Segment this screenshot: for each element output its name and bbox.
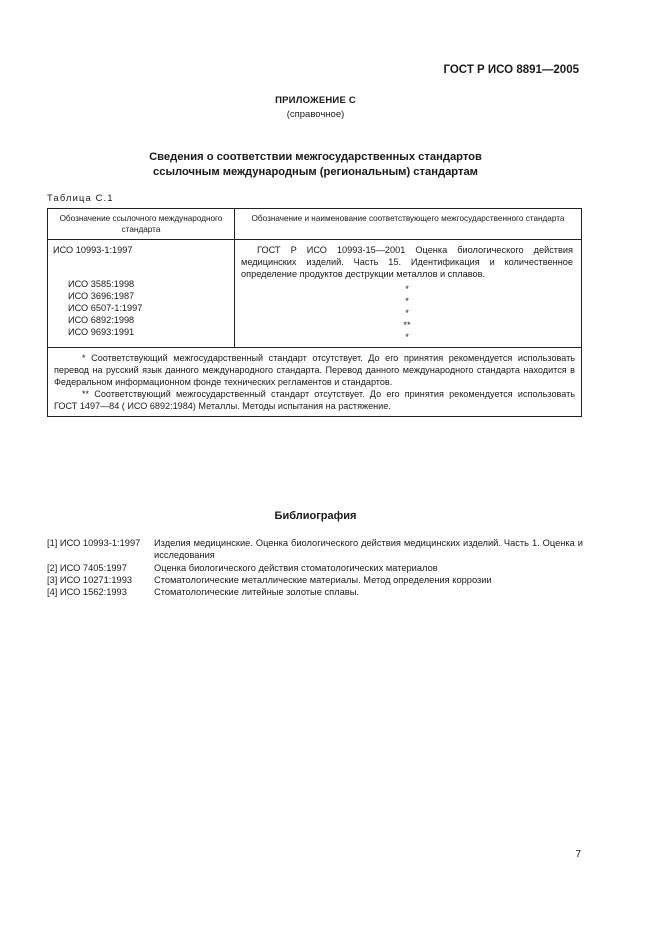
mark-item: ** bbox=[403, 319, 411, 330]
mark-list bbox=[241, 283, 573, 343]
international-standards-cell bbox=[48, 240, 235, 348]
bibliography-title: Библиография bbox=[274, 510, 357, 522]
mark-item: * bbox=[405, 331, 409, 342]
notes-row bbox=[48, 347, 582, 416]
page-number: 7 bbox=[575, 849, 581, 860]
table-notes bbox=[48, 347, 582, 416]
document-number: ГОСТ Р ИСО 8891—2005 bbox=[443, 64, 579, 76]
interstate-standards-cell bbox=[235, 240, 582, 348]
list-item bbox=[47, 586, 583, 598]
appendix-heading bbox=[0, 94, 631, 122]
appendix-subtitle: (справочное) bbox=[286, 109, 345, 120]
iso-main: ИСО 10993-1:1997 bbox=[53, 245, 133, 255]
bib-ref: [3] ИСО 10271:1993 bbox=[47, 574, 133, 585]
table-header-international: Обозначение ссылочного международного стандарта bbox=[48, 209, 235, 240]
bib-ref: [1] ИСО 10993-1:1997 bbox=[47, 538, 141, 548]
mark-item: * bbox=[405, 307, 409, 318]
iso-item: ИСО 3585:1998 bbox=[68, 279, 135, 289]
note-2: ** Соответствующий межгосударственный стандарт отсутствует. До его принятия рекомендуется использовать ГОСТ 1497—84 ( ИСО 6892:1984) Металлы. Методы испытания на растяжение. bbox=[54, 388, 575, 411]
list-item bbox=[47, 574, 583, 586]
table-header-interstate: Обозначение и наименование соответствующего межгосударственного стандарта bbox=[235, 209, 582, 240]
list-item bbox=[47, 562, 583, 574]
bib-text: Изделия медицинские. Оценка биологического действия медицинских изделий. Часть 1. Оценка и исследования bbox=[154, 538, 583, 561]
bib-text: Стоматологические металлические материалы. Метод определения коррозии bbox=[154, 574, 492, 585]
appendix-title: ПРИЛОЖЕНИЕ С bbox=[275, 95, 356, 106]
bib-ref: [2] ИСО 7405:1997 bbox=[47, 562, 127, 573]
list-item bbox=[47, 537, 583, 562]
mark-item: * bbox=[405, 283, 409, 294]
bib-text: Стоматологические литейные золотые сплавы. bbox=[154, 587, 359, 598]
mark-item: * bbox=[405, 295, 409, 306]
table-row bbox=[48, 240, 582, 348]
iso-item: ИСО 3696:1987 bbox=[68, 291, 135, 301]
iso-list bbox=[53, 278, 228, 338]
compliance-table bbox=[47, 208, 582, 417]
bib-ref: [4] ИСО 1562:1993 bbox=[47, 587, 127, 598]
table-header-row bbox=[48, 209, 582, 240]
section-heading-line1: Сведения о соответствии межгосударственных стандартов bbox=[149, 151, 482, 163]
bib-text: Оценка биологического действия стоматологических материалов bbox=[154, 562, 438, 573]
iso-item: ИСО 9693:1991 bbox=[68, 327, 135, 337]
iso-item: ИСО 6507-1:1997 bbox=[68, 303, 143, 313]
table-caption: Таблица С.1 bbox=[47, 193, 114, 203]
note-1: * Соответствующий межгосударственный стандарт отсутствует. До его принятия рекомендуется использовать перевод на русский язык данного международного стандарта. Перевод данного международного стандарта находится в Федеральном информационном фонде технических регламентов и стандартов. bbox=[54, 352, 575, 387]
iso-item: ИСО 6892:1998 bbox=[68, 315, 135, 325]
bibliography-list bbox=[47, 537, 583, 598]
section-heading bbox=[0, 150, 631, 180]
gost-main: ГОСТ Р ИСО 10993-15—2001 Оценка биологического действия медицинских изделий. Часть 15. Идентификация и количественное определение продуктов деструкции металлов и сплавов. bbox=[241, 245, 573, 280]
section-heading-line2: ссылочным международным (региональным) стандартам bbox=[153, 166, 478, 178]
